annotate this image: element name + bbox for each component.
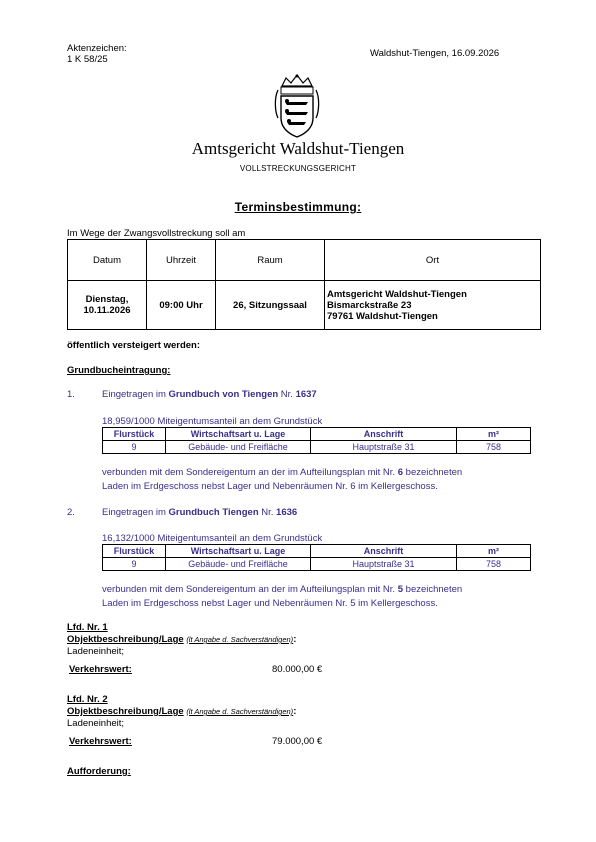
entry-text-line-1 (102, 466, 462, 480)
place-line-3: 79761 Waldshut-Tiengen (327, 310, 438, 322)
parcel-cell: 9 (103, 558, 166, 571)
entry-pre: Eingetragen im (102, 507, 169, 518)
entry-registry-line (102, 507, 297, 518)
desc-note: (lt Angabe d. Sachverständigen) (186, 635, 294, 644)
entry-book: Grundbuch von Tiengen (168, 389, 279, 400)
desc-label: Objektbeschreibung/Lage (67, 706, 184, 717)
parcel-cell: Gebäude- und Freifläche (166, 441, 311, 454)
parcel-cell: Hauptstraße 31 (311, 441, 457, 454)
entry-text-line-1 (102, 583, 462, 597)
entry-nr-label: Nr. (278, 389, 296, 400)
place-line-1: Amtsgericht Waldshut-Tiengen (327, 288, 467, 300)
entry-number: 1. (67, 389, 75, 400)
schedule-room: 26, Sitzungssaal (216, 281, 325, 330)
entry-text-part: bezeichneten (403, 584, 463, 595)
date-value: 10.11.2026 (83, 305, 131, 316)
entry-text-num: 5 (397, 584, 404, 595)
entry-nr-label: Nr. (258, 507, 277, 518)
entry-share: 18,959/1000 Miteigentumsanteil an dem Grundstück (102, 416, 323, 427)
header-place: Ort (325, 240, 541, 281)
place-date: Waldshut-Tiengen, 16.09.2026 (370, 48, 500, 59)
entry-nr: 1636 (276, 507, 298, 518)
parcel-table (102, 544, 531, 571)
schedule-date (68, 281, 147, 330)
entry-number: 2. (67, 507, 75, 518)
object-label: Lfd. Nr. 2 (67, 694, 108, 705)
parcel-row (103, 441, 531, 454)
parcel-header-cell: Wirtschaftsart u. Lage (166, 428, 311, 441)
entry-pre: Eingetragen im (102, 389, 169, 400)
parcel-header-cell: Flurstück (103, 545, 166, 558)
coat-of-arms-icon (272, 72, 322, 138)
entry-text-line-2: Laden im Erdgeschoss nebst Lager und Nebenräumen Nr. 5 im Kellergeschoss. (102, 598, 438, 609)
header-room: Raum (216, 240, 325, 281)
parcel-header-cell: m² (457, 428, 531, 441)
auction-text: öffentlich versteigert werden: (67, 340, 201, 351)
entry-text-part: bezeichneten (403, 467, 463, 478)
desc-colon: : (293, 706, 297, 717)
file-number: 1 K 58/25 (67, 54, 108, 65)
market-value-label: Verkehrswert: (69, 664, 132, 675)
entry-description (102, 583, 462, 611)
parcel-header-cell: Anschrift (311, 428, 457, 441)
schedule-row (68, 281, 541, 330)
parcel-header-cell: Anschrift (311, 545, 457, 558)
parcel-header-cell: Flurstück (103, 428, 166, 441)
entry-registry-line (102, 389, 317, 400)
schedule-header-row (68, 240, 541, 281)
schedule-time: 09:00 Uhr (147, 281, 216, 330)
object-label: Lfd. Nr. 1 (67, 622, 108, 633)
object-description: Ladeneinheit; (67, 718, 125, 729)
court-department: VOLLSTRECKUNGSGERICHT (239, 164, 357, 173)
object-block (67, 694, 296, 730)
intro-text: Im Wege der Zwangsvollstreckung soll am (67, 228, 246, 239)
file-reference (67, 43, 127, 65)
parcel-cell: Hauptstraße 31 (311, 558, 457, 571)
parcel-cell: 9 (103, 441, 166, 454)
request-heading: Aufforderung: (67, 766, 131, 777)
registry-heading: Grundbucheintragung: (67, 365, 171, 376)
entry-share: 16,132/1000 Miteigentumsanteil an dem Grundstück (102, 533, 323, 544)
court-name: Amtsgericht Waldshut-Tiengen (191, 139, 405, 158)
file-label: Aktenzeichen: (67, 43, 127, 54)
parcel-row (103, 558, 531, 571)
parcel-header-cell: m² (457, 545, 531, 558)
date-weekday: Dienstag, (85, 294, 129, 305)
market-value: 80.000,00 € (272, 664, 323, 675)
entry-book: Grundbuch Tiengen (168, 507, 259, 518)
header-date: Datum (68, 240, 147, 281)
parcel-cell: 758 (457, 441, 531, 454)
object-description-label (67, 634, 296, 646)
parcel-header-cell: Wirtschaftsart u. Lage (166, 545, 311, 558)
market-value-label: Verkehrswert: (69, 736, 132, 747)
entry-text-part: verbunden mit dem Sondereigentum an der im Aufteilungsplan mit Nr. (102, 467, 398, 478)
market-value: 79.000,00 € (272, 736, 323, 747)
object-block (67, 622, 296, 658)
schedule-place (325, 281, 541, 330)
entry-nr: 1637 (295, 389, 317, 400)
document-title: Terminsbestimmung: (234, 200, 362, 214)
desc-note: (lt Angabe d. Sachverständigen) (186, 707, 294, 716)
place-line-2: Bismarckstraße 23 (327, 299, 412, 311)
entry-text-part: verbunden mit dem Sondereigentum an der im Aufteilungsplan mit Nr. (102, 584, 398, 595)
object-description: Ladeneinheit; (67, 646, 125, 657)
parcel-header-row (103, 545, 531, 558)
parcel-cell: Gebäude- und Freifläche (166, 558, 311, 571)
parcel-cell: 758 (457, 558, 531, 571)
schedule-table (67, 239, 541, 330)
entry-text-num: 6 (397, 467, 404, 478)
entry-text-line-2: Laden im Erdgeschoss nebst Lager und Nebenräumen Nr. 6 im Kellergeschoss. (102, 481, 438, 492)
desc-label: Objektbeschreibung/Lage (67, 634, 184, 645)
entry-description (102, 466, 462, 494)
header-time: Uhrzeit (147, 240, 216, 281)
parcel-table (102, 427, 531, 454)
desc-colon: : (293, 634, 297, 645)
parcel-header-row (103, 428, 531, 441)
object-description-label (67, 706, 296, 718)
